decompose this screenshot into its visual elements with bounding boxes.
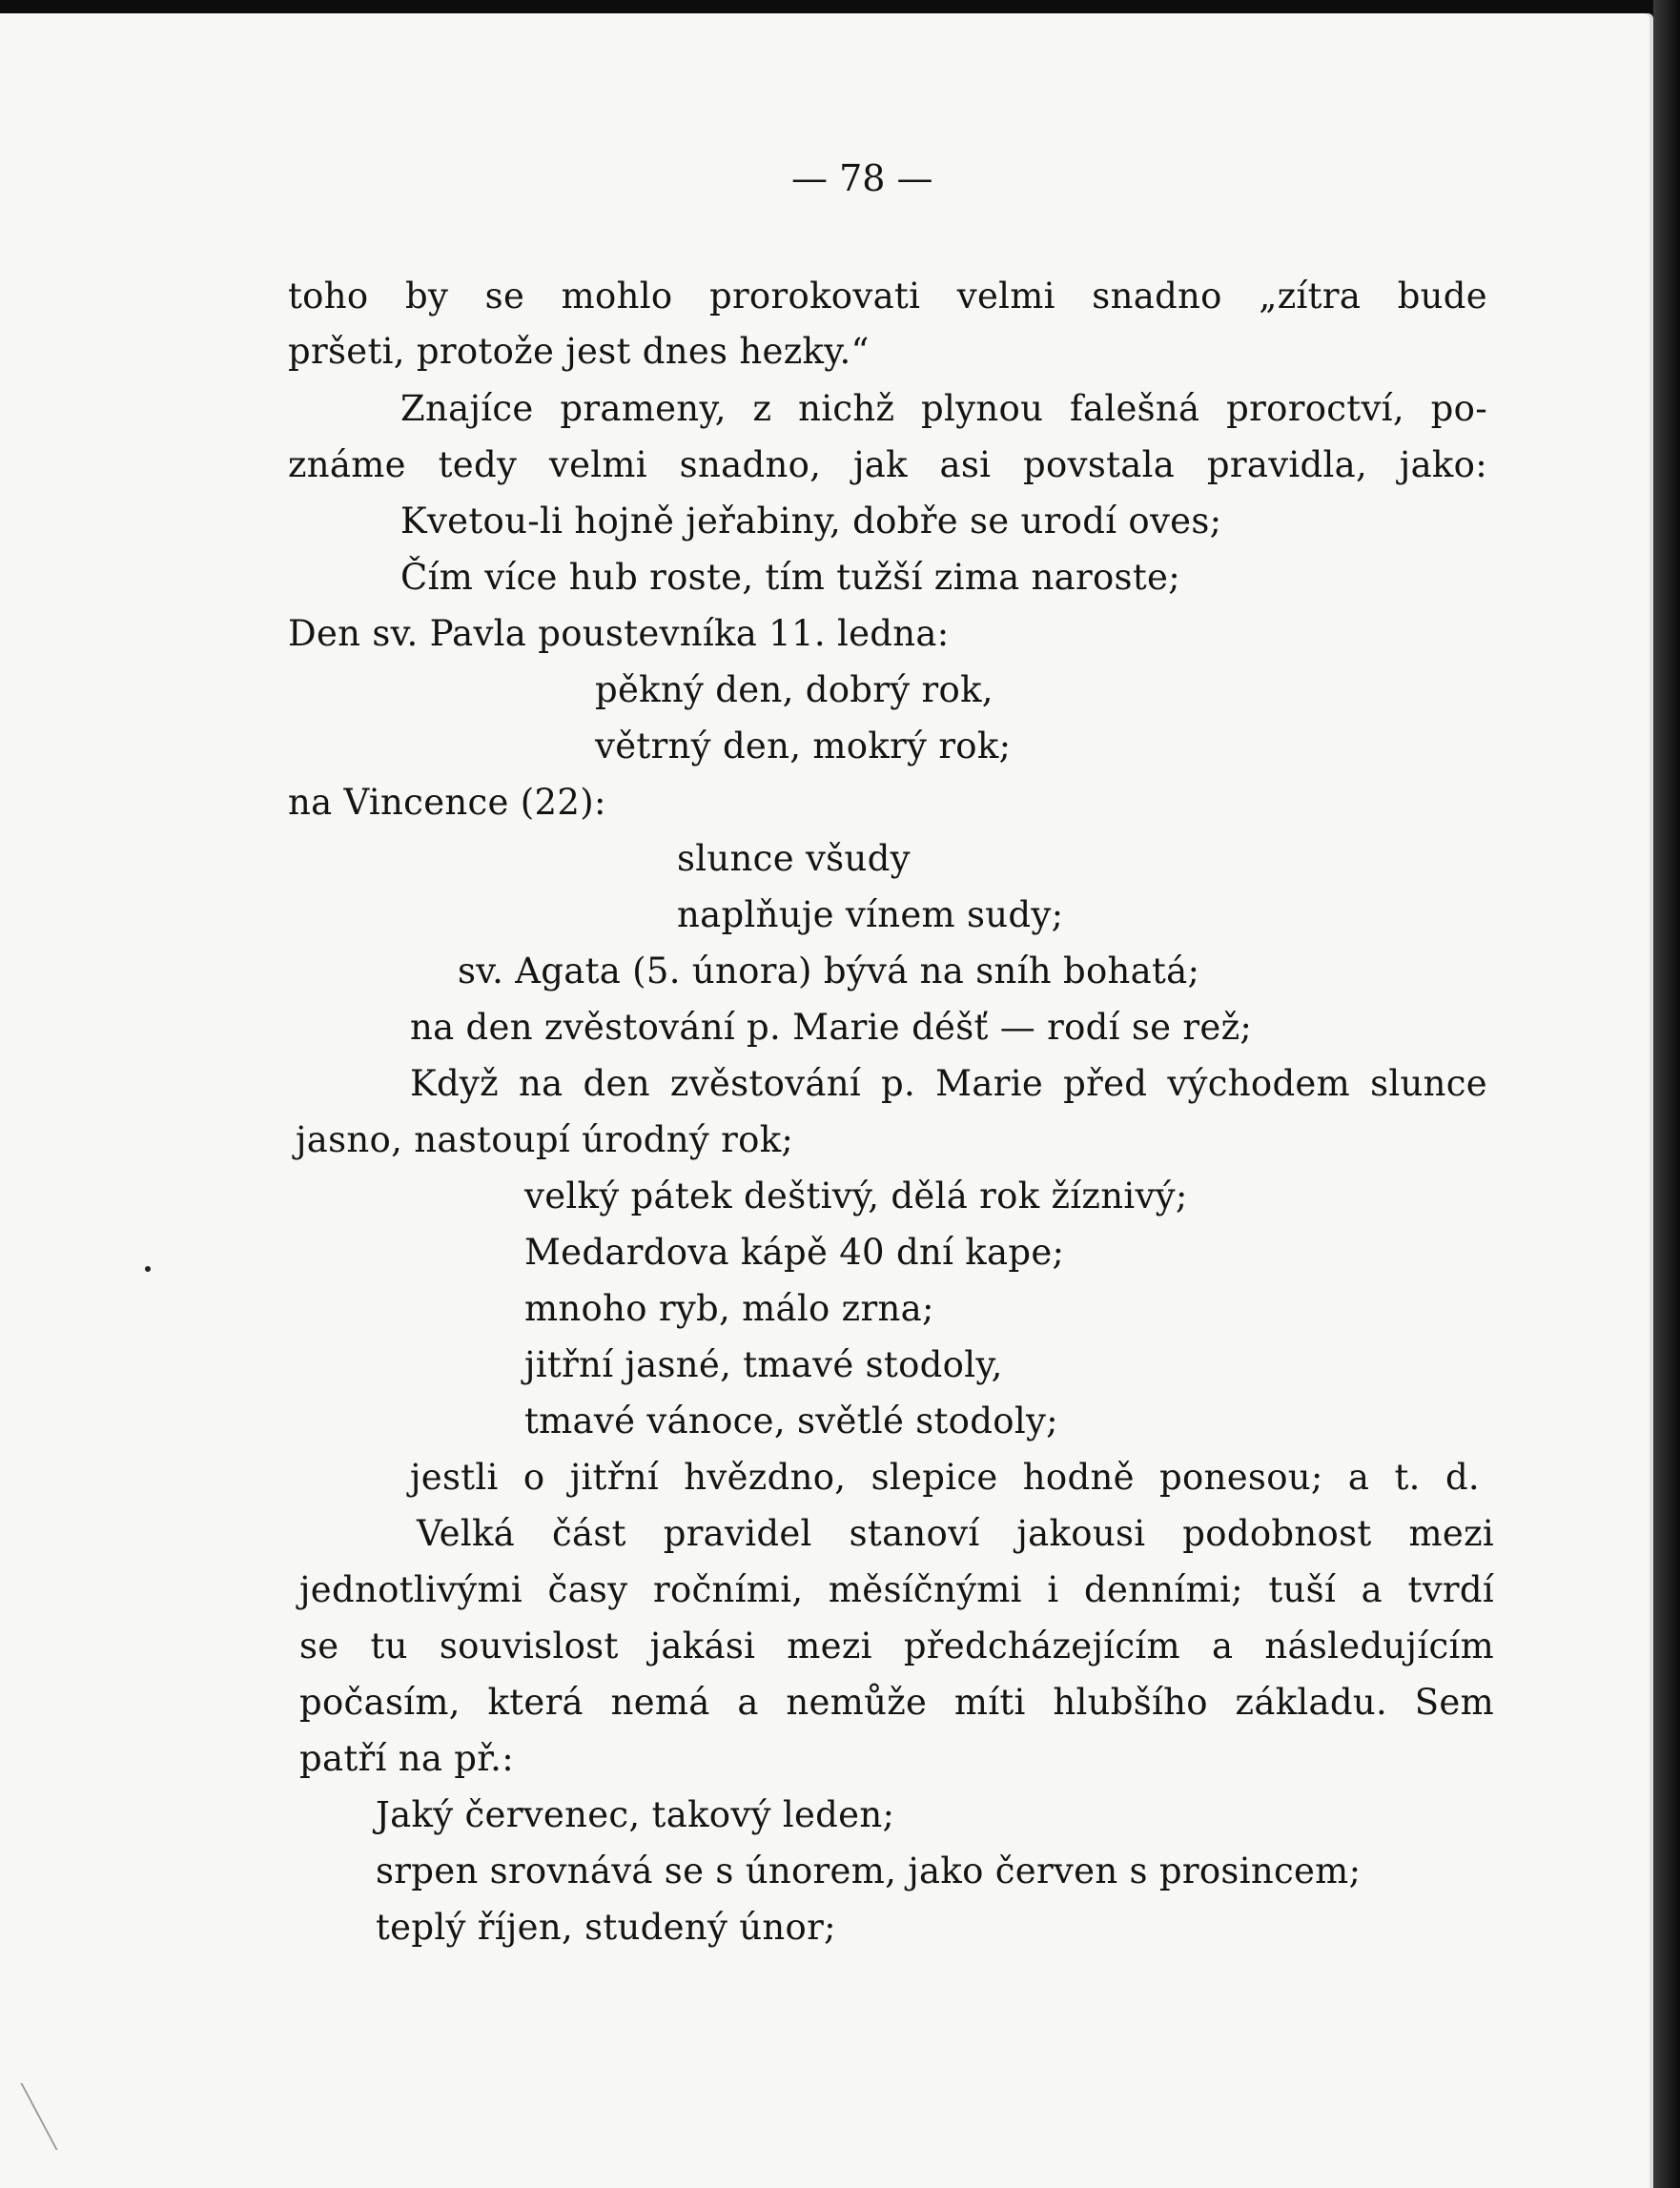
text-line: Velká část pravidel stanoví jakousi podobnost mezi bbox=[417, 1513, 1494, 1554]
text-line: jednotlivými časy ročními, měsíčnými i denními; tuší a tvrdí bbox=[299, 1569, 1494, 1610]
text-line: teplý říjen, studený únor; bbox=[376, 1907, 836, 1948]
text-line: tmavé vánoce, světlé stodoly; bbox=[524, 1401, 1058, 1442]
text-line: Medardova kápě 40 dní kape; bbox=[524, 1232, 1065, 1273]
text-line: Kvetou-li hojně jeřabiny, dobře se urodí oves; bbox=[400, 501, 1222, 542]
text-line: patří na př.: bbox=[299, 1738, 514, 1779]
text-line: Čím více hub roste, tím tužší zima naroste; bbox=[400, 557, 1180, 598]
text-line: Když na den zvěstování p. Marie před východem slunce bbox=[410, 1063, 1487, 1104]
text-line: se tu souvislost jakási mezi předcházejícím a následujícím bbox=[299, 1626, 1494, 1667]
text-line: sv. Agata (5. února) bývá na sníh bohatá; bbox=[458, 951, 1200, 992]
text-line: mnoho ryb, málo zrna; bbox=[524, 1288, 934, 1329]
text-line: naplňuje vínem sudy; bbox=[677, 894, 1064, 935]
text-line: pršeti, protože jest dnes hezky.“ bbox=[288, 331, 870, 372]
text-line: pěkný den, dobrý rok, bbox=[595, 669, 994, 710]
text-line: počasím, která nemá a nemůže míti hlubšího základu. Sem bbox=[299, 1682, 1494, 1723]
text-line: Jaký červenec, takový leden; bbox=[376, 1794, 895, 1835]
text-line: toho by se mohlo prorokovati velmi snadno „zítra bude bbox=[288, 276, 1487, 317]
page-corner-mark bbox=[20, 2083, 143, 2150]
text-line: větrný den, mokrý rok; bbox=[595, 726, 1012, 767]
text-line: slunce všudy bbox=[677, 838, 911, 879]
text-line: známe tedy velmi snadno, jak asi povstala pravidla, jako: bbox=[288, 444, 1487, 485]
page-speck bbox=[145, 1266, 151, 1272]
text-line: srpen srovnává se s únorem, jako červen s prosincem; bbox=[376, 1851, 1362, 1891]
text-line: velký pátek deštivý, dělá rok žíznivý; bbox=[524, 1176, 1188, 1217]
text-line: Znajíce prameny, z nichž plynou falešná proroctví, po- bbox=[400, 388, 1487, 429]
text-line: jasno, nastoupí úrodný rok; bbox=[296, 1119, 794, 1160]
page-number: — 78 — bbox=[791, 157, 933, 199]
text-line: jitřní jasné, tmavé stodoly, bbox=[524, 1344, 1003, 1385]
text-line: na Vincence (22): bbox=[288, 782, 606, 823]
book-spine bbox=[1653, 0, 1680, 2188]
text-line: na den zvěstování p. Marie déšť — rodí se rež; bbox=[410, 1007, 1253, 1048]
text-line: jestli o jitřní hvězdno, slepice hodně ponesou; a t. d. bbox=[410, 1457, 1480, 1498]
text-line: Den sv. Pavla poustevníka 11. ledna: bbox=[288, 613, 950, 654]
